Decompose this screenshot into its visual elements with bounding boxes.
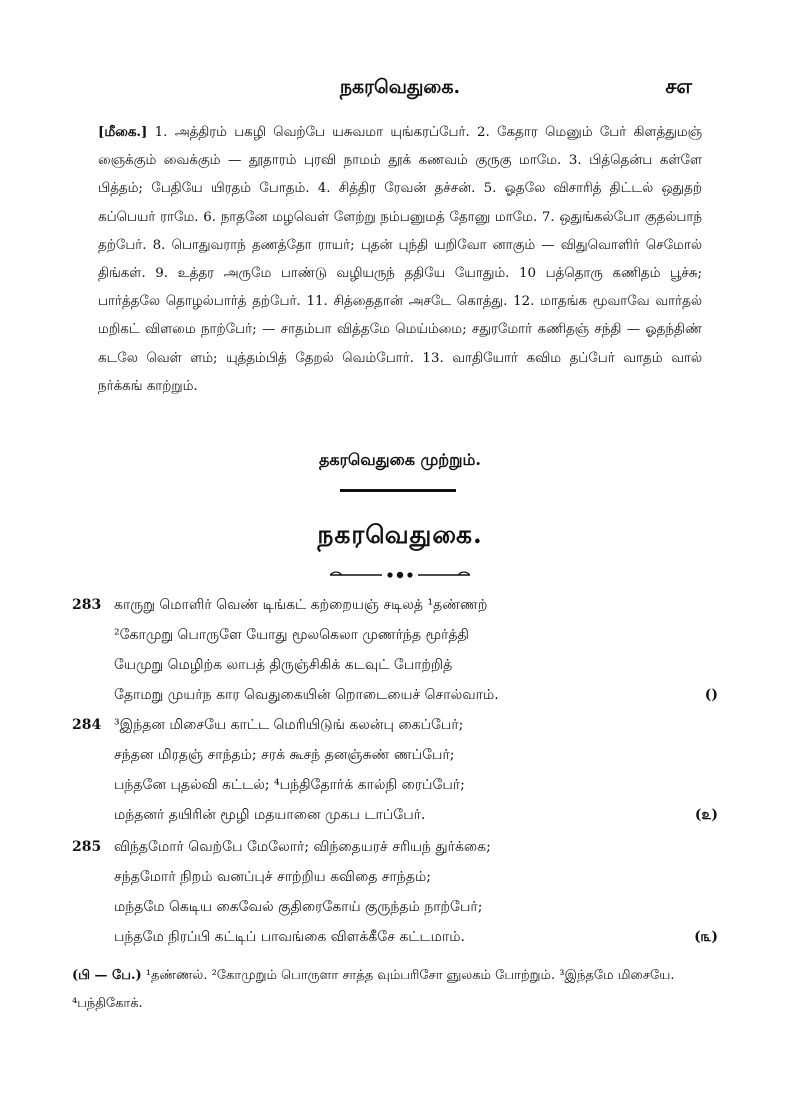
verse-line-text: சந்தன மிரதஞ் சாந்தம்; சரக் கூசந் தனஞ்சுண் ணப்பேர்; — [114, 747, 455, 763]
verse-line-text: மந்தமே கெடிய கைவேல் குதிரைகோய் குருந்தம் நாற்பேர்; — [114, 899, 483, 915]
verse-284 — [72, 710, 718, 830]
verse-line-text: காருறு மொளிர் வெண் டிங்கட் கற்றையஞ் சடிலத் ¹தண்ணற் — [114, 597, 488, 613]
verse-line-text: ³இந்தன மிசையே காட்ட மெரியிடுங் கலன்பு கைப்பேர்; — [114, 717, 464, 733]
section-divider — [340, 489, 456, 492]
footnote-label: (பி — பே.) — [72, 968, 142, 983]
verse-line — [72, 590, 712, 620]
notes-text: 1. அத்திரம் பகழி வெற்பே யசுவமா யுங்கரப்பேர். 2. கேதார மெனும் பேர் கிளத்துமஞ் ஞைக்கும் வைக்கும் — தூதாரம் புரவி நாமம் தூக் கணவம் குருகு மாமே. 3. பித்தென்ப கள்ளே பித்தம்; பேதியே யிரதம் போதம். 4. சித்திர ரேவன் தச்சன். 5. ஓதலே விசாரித் திட்டல் ஒதுதற் கப்பெயர் ராமே. 6. நாதனே மழவெள் ளேற்று நம்பனுமத் தோனு மாமே. 7. ஒதுங்கல்போ குதல்பாந் தற்பேர். 8. பொதுவராந் தணத்தோ ராயர்; புதன் புந்தி யறிவோ னாகும் — விதுவொளிர் செமோல் திங்கள். 9. உத்தர அருமே பாண்டு வழியருந் ததியே யோதும். 10 பத்தொரு கணிதம் பூச்சு; பார்த்தலே தொழல்பார்த் தற்பேர். 11. சித்தைதான் அசடே கொத்து. 12. மாதங்க மூவாவே வார்தல் மறிகட் விளமை நாற்பேர்; — சாதம்பா வித்தமே மெய்ம்மை; சதுரமோர் கணிதஞ் சந்தி — ஓதந்திண் கடலே வெள் ளம்; யுத்தம்பித் தேறல் வெம்போர். 13. வாதியோர் கவிம தப்பேர் வாதம் வால் நர்க்கங் காற்றும். — [98, 125, 702, 394]
verse-line — [72, 862, 712, 892]
verse-line — [72, 770, 712, 800]
verse-line — [72, 892, 712, 922]
verse-end-mark: (௩) — [694, 929, 718, 945]
verse-end-mark: () — [704, 687, 718, 703]
verse-number: 284 — [72, 717, 102, 733]
verse-283 — [72, 590, 718, 710]
verse-line-text: யேமுறு மெழிற்க லாபத் திருஞ்சிகிக் கடவுட் போற்றித் — [114, 657, 453, 673]
verse-line — [72, 650, 712, 680]
verse-line-text: விந்தமோர் வெற்பே மேலோர்; விந்தையரச் சரியந் துர்க்கை; — [114, 839, 491, 855]
verse-line — [72, 800, 718, 830]
verse-line — [72, 922, 718, 952]
verse-line-text: பந்தனே புதல்வி கட்டல்; ⁴பந்திதோர்க் கால்நி ரைப்பேர்; — [114, 777, 465, 793]
verse-line-text: ²கோமுறு பொருளே யோது மூலகெலா முணர்ந்த மூர்த்தி — [114, 627, 469, 643]
verse-285 — [72, 832, 718, 952]
verse-number: 285 — [72, 839, 102, 855]
verse-line — [72, 710, 712, 740]
verse-end-mark: (௨) — [694, 807, 718, 823]
verse-line — [72, 680, 718, 710]
verse-line — [72, 740, 712, 770]
page-number: சஎ — [665, 74, 692, 98]
verse-line — [72, 620, 712, 650]
footnote-text: ¹தண்ணல். ²கோமுறும் பொருளா சாத்த வும்பரிசோ ஞுலகம் போற்றும். ³இந்தமே மிசையே. ⁴பந்திகோக். — [72, 968, 675, 1011]
verse-number: 283 — [72, 597, 102, 613]
verse-line-text: மந்தனர் தயிரின் மூழி மதயானை முகப டாப்பேர். — [114, 807, 426, 823]
verse-line — [72, 832, 712, 862]
verse-line-text: சந்தமோர் நிறம் வனப்புச் சாற்றிய கவிதை சாந்தம்; — [114, 869, 431, 885]
notes-label: [மீகை.] — [98, 124, 148, 140]
verse-line-text: பந்தமே நிரப்பி கட்டிப் பாவங்கை விளக்கீசே கட்டமாம். — [114, 929, 465, 945]
previous-section-notes — [98, 118, 702, 401]
section-end-line: தகரவெதுகை முற்றும். — [319, 450, 481, 469]
running-title: நகரவெதுகை. — [339, 76, 461, 98]
ornament-divider-icon — [320, 565, 480, 585]
footnotes — [72, 962, 692, 1018]
verse-line-text: தோமறு முயர்ந கார வெதுகையின் றொடையைச் சொல்வாம். — [114, 687, 499, 703]
section-title: நகரவெதுகை. — [317, 520, 483, 549]
running-head — [0, 74, 800, 104]
